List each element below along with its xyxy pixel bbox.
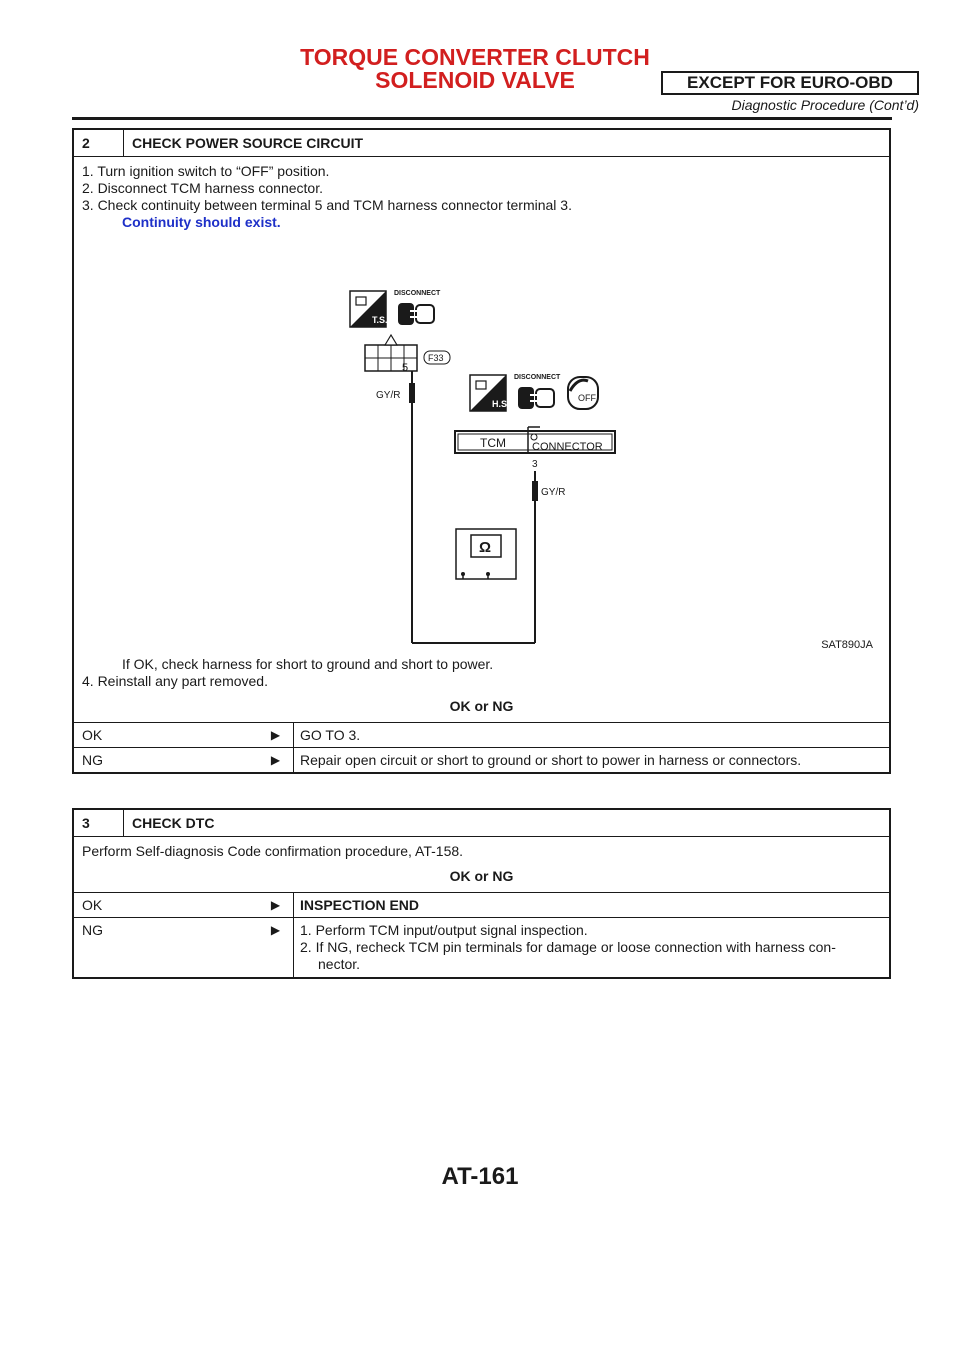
terminal-3-label: 3 <box>532 459 538 470</box>
ohmmeter-icon <box>456 529 516 579</box>
off-label: OFF <box>578 393 596 403</box>
step-2-after-2: 4. Reinstall any part removed. <box>82 673 268 689</box>
step-2-box <box>72 128 891 774</box>
ts-label: T.S. <box>372 315 388 325</box>
step-2-ng-label: NG <box>82 752 103 768</box>
page-number: AT-161 <box>441 1163 519 1190</box>
disconnect-icon-2 <box>518 387 554 409</box>
hs-icon <box>470 375 510 411</box>
continuity-diagram <box>82 231 881 656</box>
step-3-result-ok <box>74 893 889 918</box>
step-2-result-ng <box>74 748 889 772</box>
wire-color-right: GY/R <box>541 487 566 498</box>
probe-right <box>532 481 538 501</box>
ts-icon <box>350 291 388 327</box>
terminal-5-label: 5 <box>402 362 409 374</box>
step-3-box <box>72 808 891 979</box>
f33-connector-icon <box>365 335 417 371</box>
disconnect-label-2: DISCONNECT <box>514 374 561 381</box>
step-2-spec: Continuity should exist. <box>122 214 281 230</box>
step-3-number: 3 <box>74 810 124 836</box>
step-2-ng-action: Repair open circuit or short to ground or short to power in harness or connectors. <box>300 752 802 768</box>
step-3-ng-line-2: 2. If NG, recheck TCM pin terminals for damage or loose connection with harness con- <box>300 939 836 955</box>
step-2-header <box>74 130 889 157</box>
arrow-right-icon: ▶ <box>258 893 294 917</box>
section-title-line2: SOLENOID VALVE <box>375 67 575 93</box>
step-3-body <box>74 837 889 893</box>
step-3-ng-label: NG <box>82 922 103 938</box>
continuity-diagram-svg <box>82 231 882 656</box>
tcm-label: TCM <box>480 436 506 450</box>
step-3-ng-actions <box>294 918 842 977</box>
step-2-ok-action: GO TO 3. <box>300 727 361 743</box>
arrow-right-icon: ▶ <box>258 918 294 977</box>
step-2-line-3: 3. Check continuity between terminal 5 and TCM harness connector terminal 3. <box>82 197 572 213</box>
step-3-text: Perform Self-diagnosis Code confirmation procedure, AT-158. <box>82 843 464 859</box>
step-2-body <box>74 157 889 723</box>
disconnect-label-1: DISCONNECT <box>394 290 441 297</box>
step-3-ng-line-3: nector. <box>318 956 361 972</box>
ignition-key-icon <box>568 377 598 409</box>
step-2-ok-label: OK <box>82 727 103 743</box>
scope-badge: EXCEPT FOR EURO-OBD <box>661 71 919 95</box>
section-subtitle: Diagnostic Procedure (Cont’d) <box>731 97 919 113</box>
arrow-right-icon: ▶ <box>258 723 294 747</box>
section-title-line1: TORQUE CONVERTER CLUTCH <box>300 44 650 70</box>
hs-label: H.S. <box>492 399 510 409</box>
step-2-line-2: 2. Disconnect TCM harness connector. <box>82 180 323 196</box>
step-3-ok-ng: OK or NG <box>449 868 514 884</box>
step-2-line-1: 1. Turn ignition switch to “OFF” position. <box>82 163 330 179</box>
step-3-ng-line-1: 1. Perform TCM input/output signal inspection. <box>300 922 588 938</box>
step-2-result-ok <box>74 723 889 748</box>
step-2-number: 2 <box>74 130 124 156</box>
connector-label: CONNECTOR <box>532 441 603 453</box>
disconnect-icon-1 <box>398 303 434 325</box>
ohm-symbol: Ω <box>479 539 492 556</box>
wire-color-left: GY/R <box>376 390 401 401</box>
step-3-title: CHECK DTC <box>132 815 215 831</box>
step-3-header <box>74 810 889 837</box>
step-3-ok-action: INSPECTION END <box>300 897 420 913</box>
step-3-ok-label: OK <box>82 897 103 913</box>
arrow-right-icon: ▶ <box>258 748 294 772</box>
connector-f33-label: F33 <box>428 353 444 363</box>
probe-left <box>409 383 415 403</box>
step-2-title: CHECK POWER SOURCE CIRCUIT <box>132 135 364 151</box>
step-3-result-ng <box>74 918 889 977</box>
figure-code: SAT890JA <box>821 639 873 651</box>
header-rule <box>72 117 892 120</box>
step-2-ok-ng: OK or NG <box>449 698 514 714</box>
step-2-after-1: If OK, check harness for short to ground and short to power. <box>122 656 494 672</box>
